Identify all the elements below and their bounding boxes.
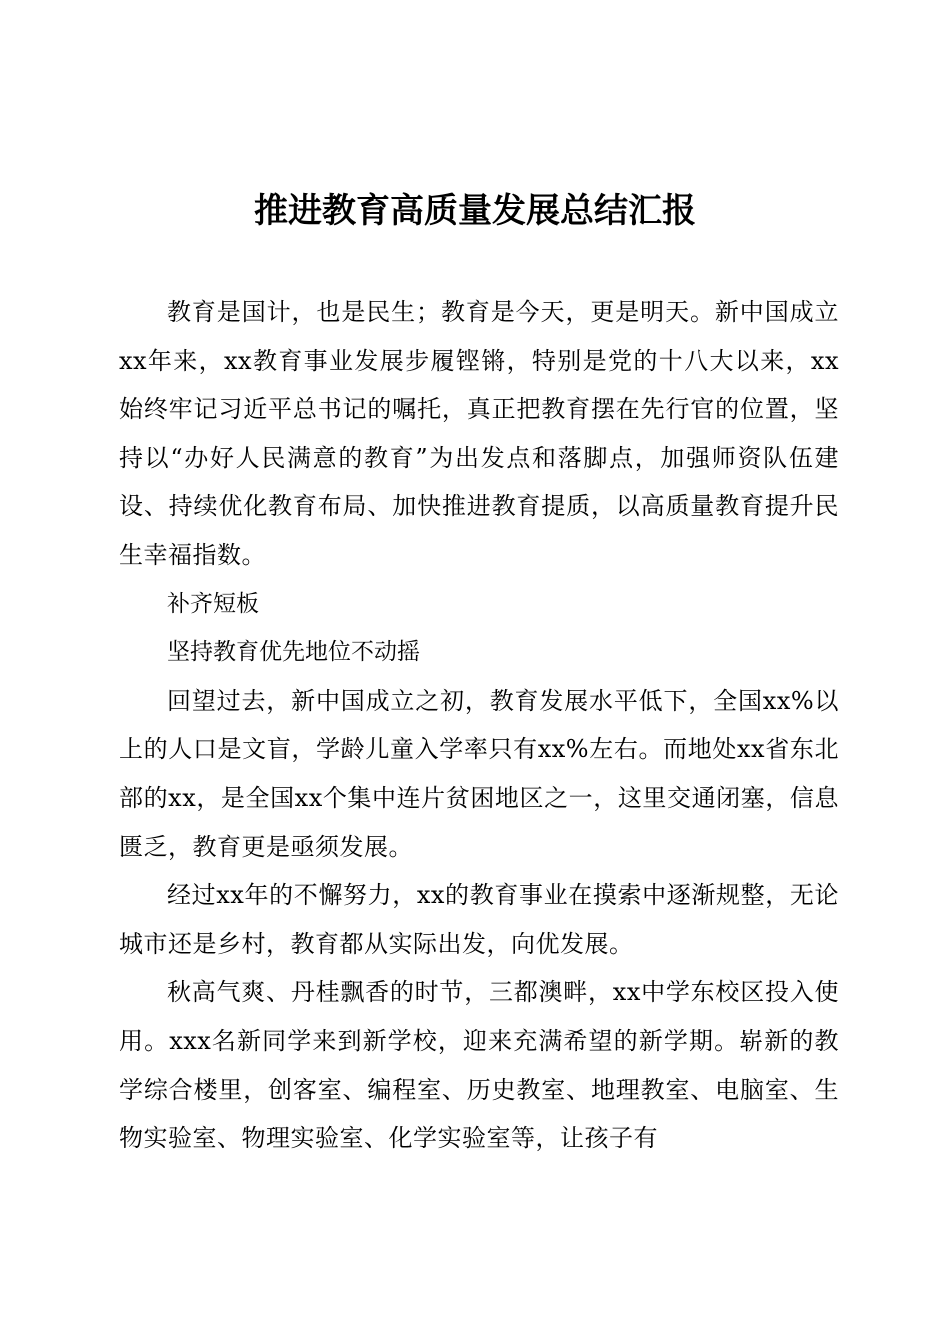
history-paragraph: 回望过去，新中国成立之初，教育发展水平低下，全国xx%以上的人口是文盲，学龄儿童入学率只有xx%左右。而地处xx省东北部的xx，是全国xx个集中连片贫困地区之一，这里交通闭塞，信息匮乏，教育更是亟须发展。 <box>119 686 839 861</box>
intro-paragraph: 教育是国计，也是民生；教育是今天，更是明天。新中国成立xx年来，xx教育事业发展步履铿锵，特别是党的十八大以来，xx始终牢记习近平总书记的嘱托，真正把教育摆在先行官的位置，坚持以“办好人民满意的教育”为出发点和落脚点，加强师资队伍建设、持续优化教育布局、加快推进教育提质，以高质量教育提升民生幸福指数。 <box>119 298 839 569</box>
section-subheading: 坚持教育优先地位不动摇 <box>167 639 420 666</box>
document-title: 推进教育高质量发展总结汇报 <box>254 191 696 231</box>
new-campus-paragraph: 秋高气爽、丹桂飘香的时节，三都澳畔，xx中学东校区投入使用。xxx名新同学来到新学校，迎来充满希望的新学期。崭新的教学综合楼里，创客室、编程室、历史教室、地理教室、电脑室、生物实验室、物理实验室、化学实验室等，让孩子有 <box>119 978 839 1153</box>
document-body <box>119 288 839 1163</box>
progress-paragraph: 经过xx年的不懈努力，xx的教育事业在摸索中逐渐规整，无论城市还是乡村，教育都从实际出发，向优发展。 <box>119 881 839 958</box>
section-heading: 补齐短板 <box>167 590 259 617</box>
